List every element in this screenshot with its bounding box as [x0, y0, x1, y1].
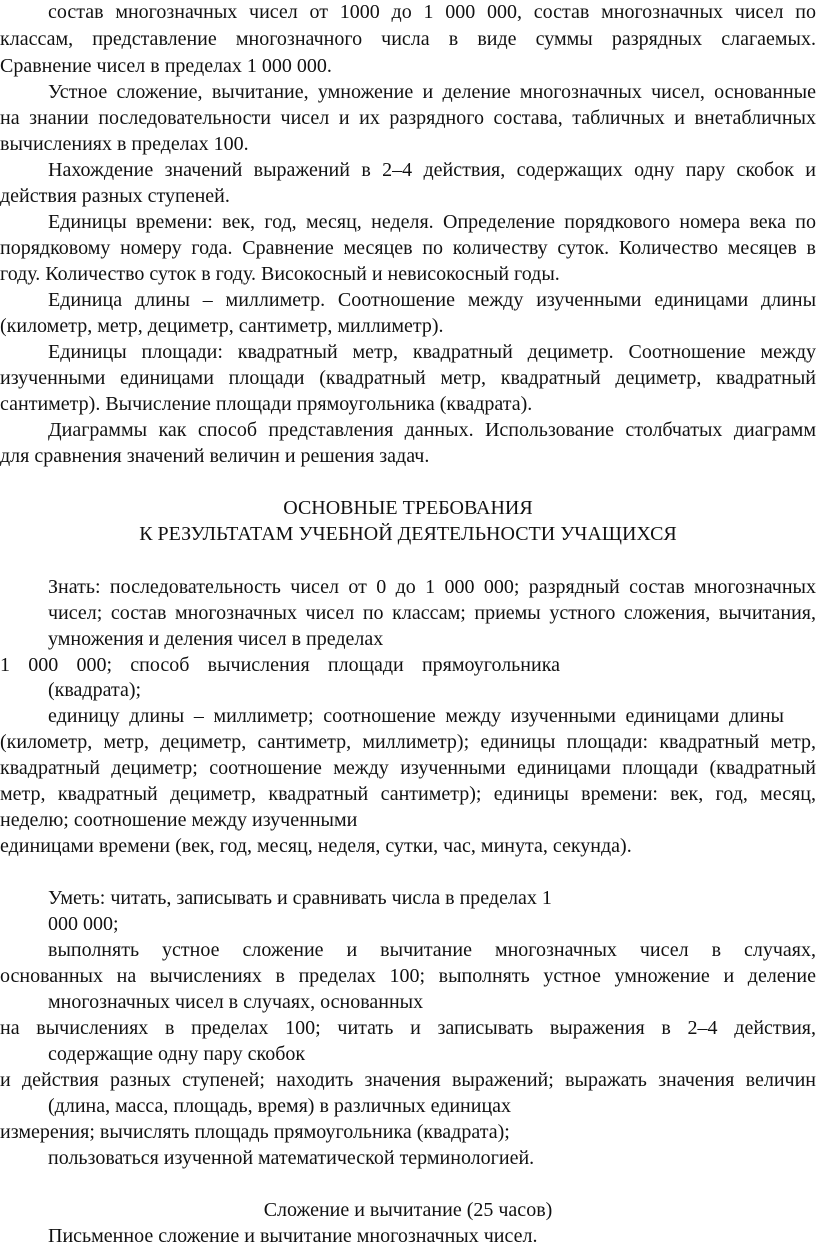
- text-line: (километр, метр, дециметр, сантиметр, миллиметр); единицы площади: квадратный метр,: [0, 731, 816, 753]
- text-line: изученными единицами площади (квадратный метр, квадратный дециметр, квадратный: [0, 367, 816, 389]
- text-line: содержащие одну пару скобок: [48, 1043, 306, 1065]
- subsection-title: Сложение и вычитание (25 часов): [263, 1199, 553, 1221]
- text-line: году. Количество суток в году. Високосный и невисокосный годы.: [0, 263, 560, 285]
- text-line: действия разных ступеней.: [0, 185, 230, 207]
- text-line: Уметь: читать, записывать и сравнивать числа в пределах 1: [48, 887, 552, 909]
- text-line: Единицы площади: квадратный метр, квадратный дециметр. Соотношение между: [48, 341, 816, 363]
- text-line: Единицы времени: век, год, месяц, неделя. Определение порядкового номера века по: [48, 211, 816, 233]
- text-line: единицу длины – миллиметр; соотношение между изученными единицами длины: [48, 705, 784, 727]
- section-heading: К РЕЗУЛЬТАТАМ УЧЕБНОЙ ДЕЯТЕЛЬНОСТИ УЧАЩИХСЯ: [139, 523, 677, 545]
- section-heading: ОСНОВНЫЕ ТРЕБОВАНИЯ: [283, 497, 533, 519]
- text-line: на вычислениях в пределах 100; читать и записывать выражения в 2–4 действия,: [0, 1017, 816, 1039]
- text-line: многозначных чисел в случаях, основанных: [48, 991, 424, 1013]
- text-line: для сравнения значений величин и решения задач.: [0, 445, 430, 467]
- text-line: неделю; соотношение между изученными: [0, 809, 358, 831]
- text-line: Устное сложение, вычитание, умножение и деление многозначных чисел, основанные: [48, 81, 816, 103]
- text-line: метр, квадратный дециметр, квадратный сантиметр); единицы времени: век, год, месяц,: [0, 783, 816, 805]
- text-line: сантиметр). Вычисление площади прямоугольника (квадрата).: [0, 393, 533, 415]
- text-line: Нахождение значений выражений в 2–4 действия, содержащих одну пару скобок и: [48, 159, 816, 181]
- text-line: основанных на вычислениях в пределах 100; выполнять устное умножение и деление: [0, 965, 816, 987]
- text-line: и действия разных ступеней; находить значения выражений; выражать значения величин: [0, 1069, 816, 1091]
- text-line: вычислениях в пределах 100.: [0, 133, 249, 155]
- text-line: классам, представление многозначного числа в виде суммы разрядных слагаемых.: [0, 28, 816, 50]
- text-line: измерения; вычислять площадь прямоугольника (квадрата);: [0, 1121, 510, 1143]
- text-line: Единица длины – миллиметр. Соотношение между изученными единицами длины: [48, 289, 816, 311]
- text-line: пользоваться изученной математической терминологией.: [48, 1147, 535, 1169]
- text-line: Знать: последовательность чисел от 0 до 1 000 000; разрядный состав многозначных: [48, 576, 816, 598]
- text-line: порядковому номеру года. Сравнение месяцев по количеству суток. Количество месяцев в: [0, 237, 816, 259]
- text-line: (квадрата);: [48, 679, 142, 701]
- text-line: квадратный дециметр; соотношение между изученными единицами площади (квадратный: [0, 757, 816, 779]
- text-line: 000 000;: [48, 913, 119, 935]
- text-line: Письменное сложение и вычитание многозначных чисел.: [48, 1225, 538, 1247]
- text-line: (длина, масса, площадь, время) в различных единицах: [48, 1095, 512, 1117]
- text-line: Диаграммы как способ представления данных. Использование столбчатых диаграмм: [48, 419, 816, 441]
- text-line: (километр, метр, дециметр, сантиметр, миллиметр).: [0, 315, 444, 337]
- text-line: выполнять устное сложение и вычитание многозначных чисел в случаях,: [48, 939, 816, 961]
- text-line: на знании последовательности чисел и их разрядного состава, табличных и внетабличных: [0, 107, 816, 129]
- text-line: умножения и деления чисел в пределах: [48, 628, 384, 650]
- text-line: чисел; состав многозначных чисел по классам; приемы устного сложения, вычитания,: [48, 602, 816, 624]
- text-line: Сравнение чисел в пределах 1 000 000.: [0, 55, 332, 77]
- text-line: 1 000 000; способ вычисления площади прямоугольника: [0, 654, 560, 676]
- text-line: единицами времени (век, год, месяц, неделя, сутки, час, минута, секунда).: [0, 835, 632, 857]
- text-line: состав многозначных чисел от 1000 до 1 000 000, состав многозначных чисел по: [48, 1, 816, 23]
